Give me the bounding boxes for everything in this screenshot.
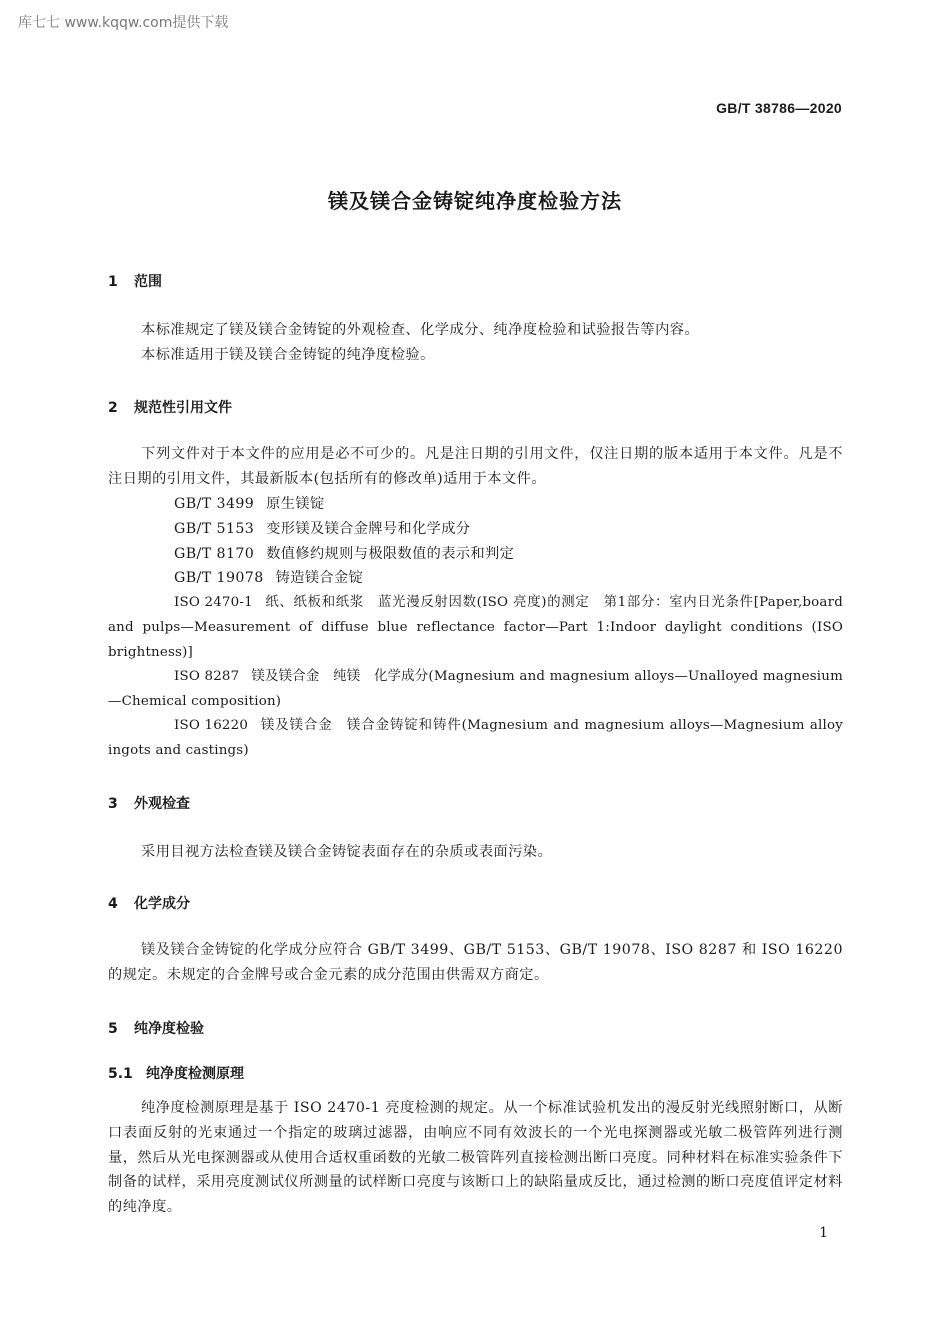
reference-item [108,591,843,665]
reference-title: 纸、纸板和纸浆 蓝光漫反射因数(ISO 亮度)的测定 第1部分：室内日光条件[Paper,board and pulps—Measurement of diffuse blue reflectance factor—Part 1:Indoor daylight conditions (ISO brightness)] [108,595,843,660]
section-1-heading [108,271,162,291]
subsection-title: 纯净度检测原理 [146,1066,244,1082]
reference-code: GB/T 8170 [174,546,255,562]
subsection-5-1-heading [108,1063,244,1083]
document-title: 镁及镁合金铸锭纯净度检验方法 [328,189,622,213]
section-number: 2 [108,400,118,416]
section-4-heading [108,893,190,913]
section-title: 纯净度检验 [134,1021,204,1037]
watermark-text: 库七七 www.kqqw.com提供下载 [18,15,229,31]
reference-item [108,542,843,567]
reference-code: ISO 2470-1 [174,595,253,610]
reference-title: 原生镁锭 [266,496,325,512]
section-number: 4 [108,896,118,912]
page-number: 1 [819,1225,828,1241]
section-3-paragraph: 采用目视方法检查镁及镁合金铸锭表面存在的杂质或表面污染。 [141,844,553,860]
section-1-paragraph: 本标准规定了镁及镁合金铸锭的外观检查、化学成分、纯净度检验和试验报告等内容。 [141,322,700,338]
section-2-heading [108,397,232,417]
reference-code: ISO 8287 [174,669,240,684]
section-1-paragraph: 本标准适用于镁及镁合金铸锭的纯净度检验。 [141,347,435,363]
reference-title: 变形镁及镁合金牌号和化学成分 [266,521,471,537]
section-number: 5 [108,1021,118,1037]
standard-code: GB/T 38786—2020 [716,100,842,116]
section-title: 外观检查 [134,796,190,812]
subsection-number: 5.1 [108,1066,133,1082]
reference-code: GB/T 19078 [174,570,264,586]
section-title: 规范性引用文件 [134,400,232,416]
reference-title: 数值修约规则与极限数值的表示和判定 [266,546,515,562]
reference-code: GB/T 3499 [174,496,255,512]
reference-title: 镁及镁合金 纯镁 化学成分(Magnesium and magnesium alloys—Unalloyed magnesium—Chemical composition) [108,669,843,709]
subsection-5-1-paragraph: 纯净度检测原理是基于 ISO 2470-1 亮度检测的规定。从一个标准试验机发出的漫反射光线照射断口，从断口表面反射的光束通过一个指定的玻璃过滤器，由响应不同有效波长的一个光电探测器或光敏二极管阵列进行测量，然后从光电探测器或从使用合适权重函数的光敏二极管阵列直接检测出断口亮度。同种材料在标准实验条件下制备的试样，采用亮度测试仪所测量的试样断口亮度与该断口上的缺陷量成反比，通过检测的断口亮度值评定材料的纯净度。 [108,1100,843,1216]
reference-code: GB/T 5153 [174,521,255,537]
section-2-intro: 下列文件对于本文件的应用是必不可少的。凡是注日期的引用文件，仅注日期的版本适用于本文件。凡是不注日期的引用文件，其最新版本(包括所有的修改单)适用于本文件。 [108,446,843,487]
reference-item [108,492,843,517]
reference-item [108,517,843,542]
section-title: 范围 [134,274,162,290]
reference-title: 镁及镁合金 镁合金铸锭和铸件(Magnesium and magnesium alloys—Magnesium alloy ingots and castings) [108,718,843,758]
section-number: 3 [108,796,118,812]
section-title: 化学成分 [134,896,190,912]
section-3-heading [108,793,190,813]
reference-item [108,714,843,764]
section-number: 1 [108,274,118,290]
reference-title: 铸造镁合金锭 [275,570,364,586]
reference-code: ISO 16220 [174,718,249,733]
section-4-paragraph: 镁及镁合金铸锭的化学成分应符合 GB/T 3499、GB/T 5153、GB/T 19078、ISO 8287 和 ISO 16220 的规定。未规定的合金牌号或合金元素的成分范围由供需双方商定。 [108,942,843,983]
reference-item [108,566,843,591]
reference-item [108,665,843,715]
section-5-heading [108,1018,204,1038]
